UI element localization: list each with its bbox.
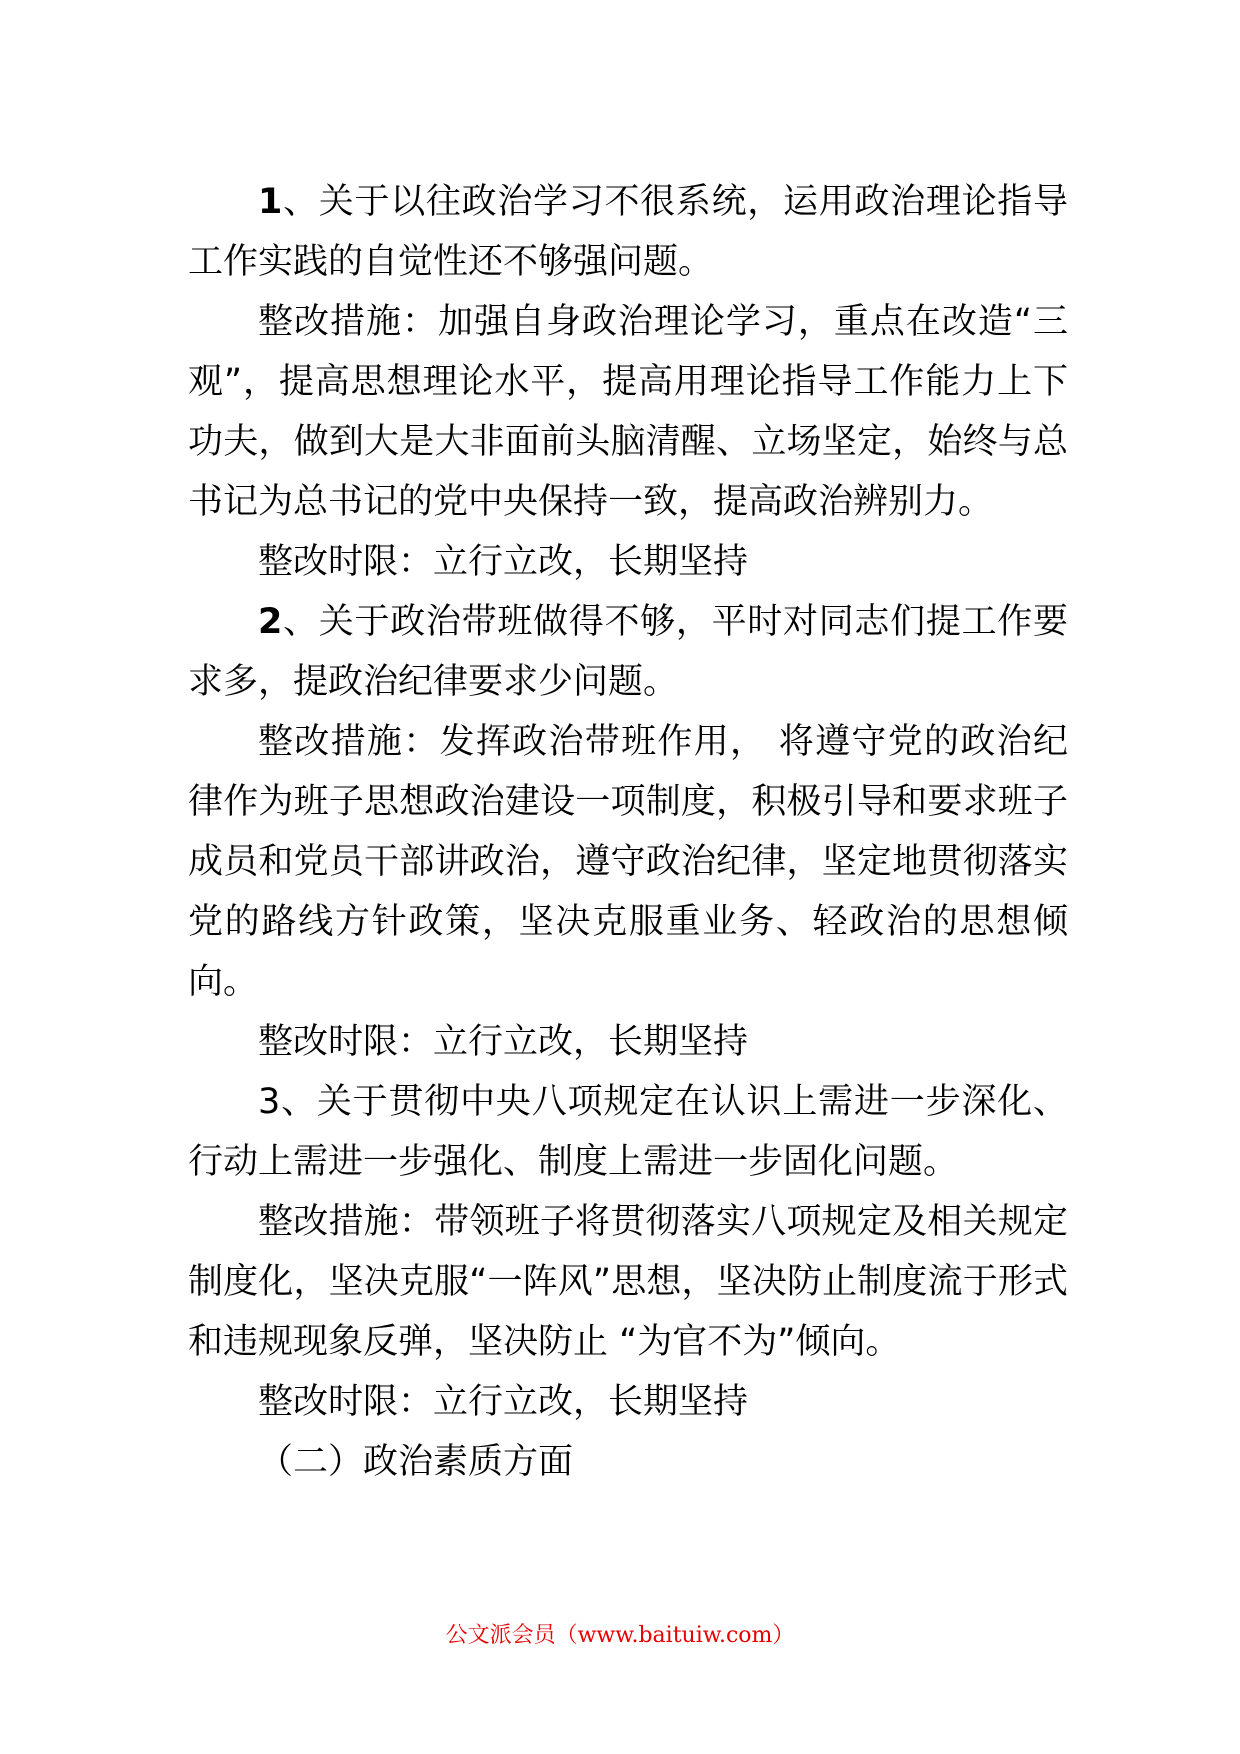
item-2-title	[188, 592, 1068, 712]
item-1-title	[188, 172, 1068, 292]
item-3-title: 3、关于贯彻中央八项规定在认识上需进一步深化、行动上需进一步强化、制度上需进一步固化问题。	[188, 1082, 1068, 1182]
item-1-deadline: 整改时限：立行立改，长期坚持	[258, 542, 749, 582]
item-number: 1	[258, 182, 283, 222]
item-text: 、关于政治带班做得不够，平时对同志们提工作要求多，提政治纪律要求少问题。	[188, 602, 1068, 702]
item-2-deadline: 整改时限：立行立改，长期坚持	[258, 1022, 749, 1062]
item-2-measures: 整改措施：发挥政治带班作用， 将遵守党的政治纪律作为班子思想政治建设一项制度，积极引导和要求班子成员和党员干部讲政治，遵守政治纪律，坚定地贯彻落实党的路线方针政策，坚决克服重业务、轻政治的思想倾向。	[188, 722, 1068, 1002]
item-text: 、关于以往政治学习不很系统，运用政治理论指导工作实践的自觉性还不够强问题。	[188, 182, 1068, 282]
item-number: 2	[258, 602, 283, 642]
item-3-deadline: 整改时限：立行立改，长期坚持	[258, 1382, 749, 1422]
section-heading: （二）政治素质方面	[258, 1442, 574, 1482]
item-1-measures: 整改措施：加强自身政治理论学习，重点在改造“三观”，提高思想理论水平，提高用理论指导工作能力上下功夫，做到大是大非面前头脑清醒、立场坚定，始终与总书记为总书记的党中央保持一致，提高政治辨别力。	[188, 302, 1068, 522]
footer-watermark: 公文派会员（www.baituiw.com）	[445, 1623, 795, 1648]
document-body	[188, 172, 1068, 1492]
item-3-measures: 整改措施：带领班子将贯彻落实八项规定及相关规定制度化，坚决克服“一阵风”思想，坚决防止制度流于形式和违规现象反弹，坚决防止 “为官不为”倾向。	[188, 1202, 1068, 1362]
